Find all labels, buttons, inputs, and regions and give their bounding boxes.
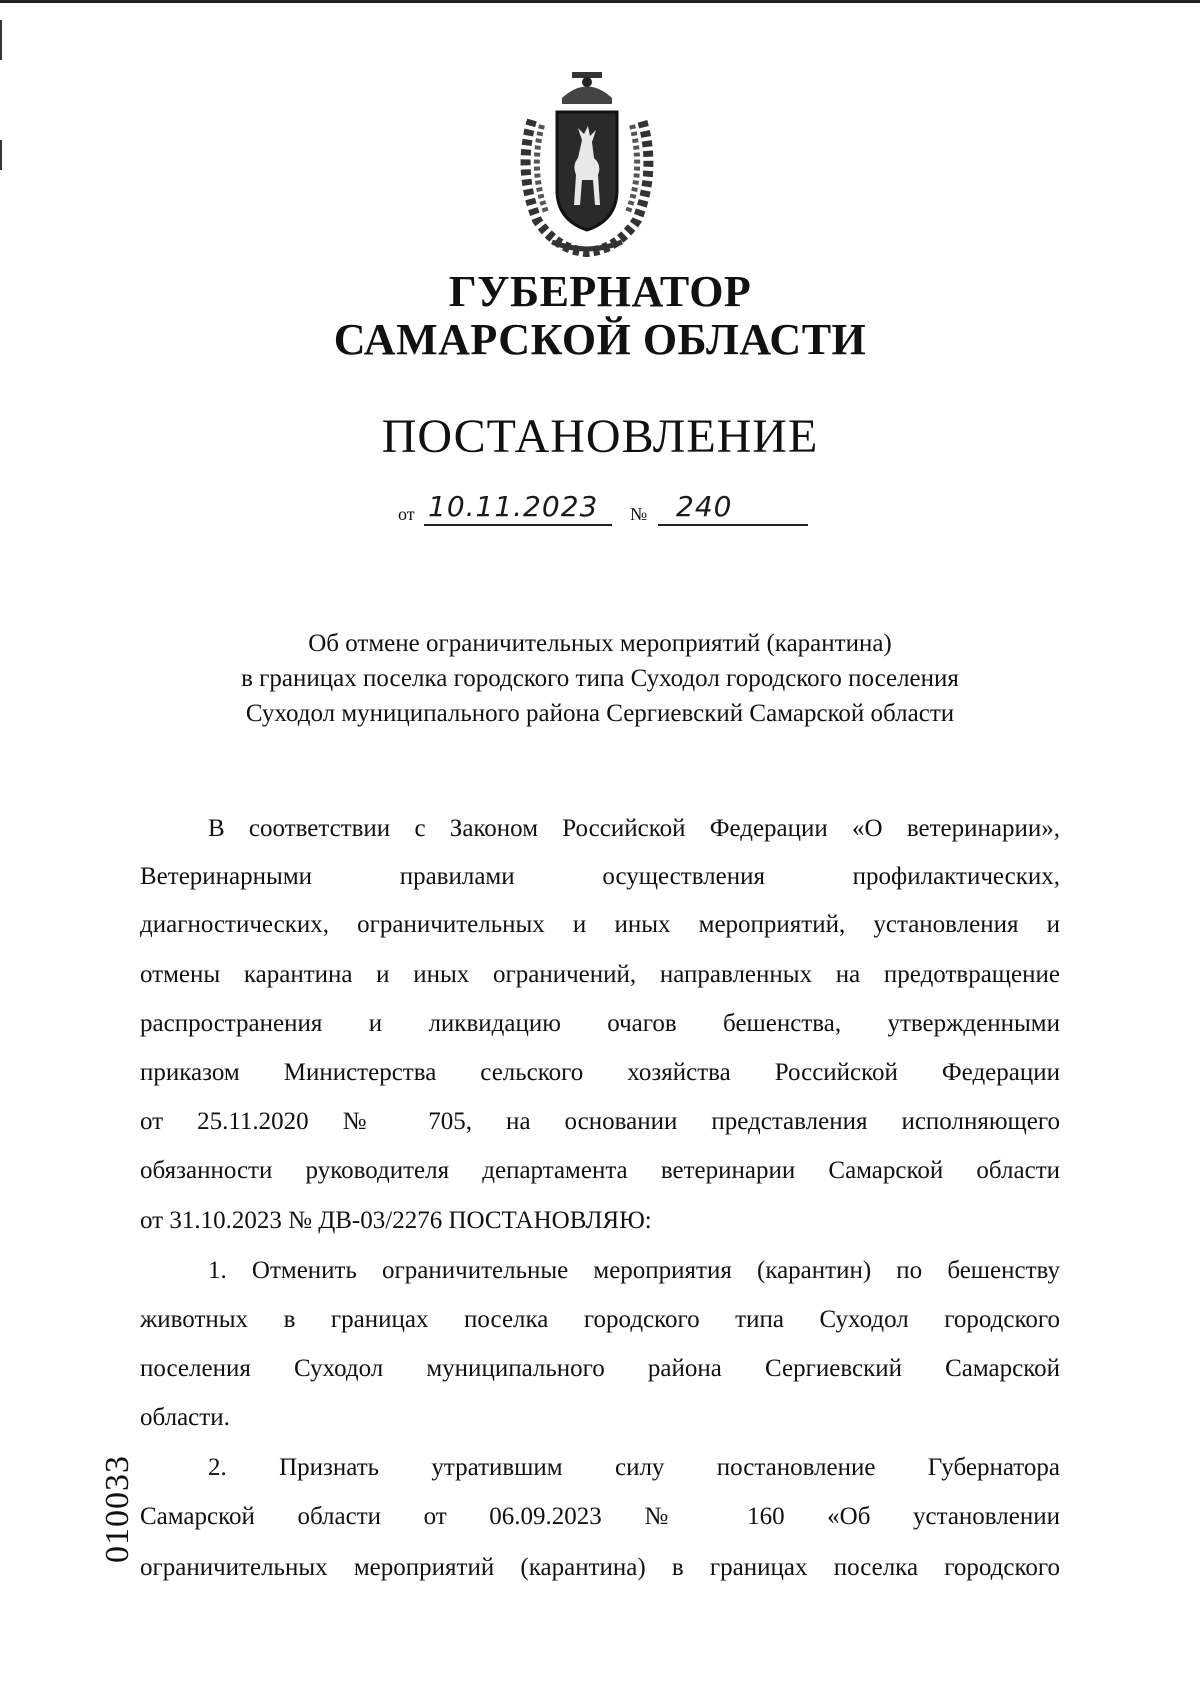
margin-mark [0,140,2,170]
body-line: от 25.11.2020 № 705, на основании представления исполняющего [140,1108,1060,1135]
document-date: 10.11.2023 [428,490,599,523]
body-line: 1. Отменить ограничительные мероприятия (карантин) по бешенству [208,1257,1060,1284]
document-dateline [398,490,808,530]
number-underline [658,524,808,526]
authority-title-line1: ГУБЕРНАТОР [448,267,752,316]
body-line: Самарской области от 06.09.2023 № 160 «Об установлении [140,1503,1060,1530]
top-edge-rule [0,0,1200,3]
margin-mark [0,20,2,60]
body-line: обязанности руководителя департамента ветеринарии Самарской области [140,1157,1060,1184]
body-line: отмены карантина и иных ограничений, направленных на предотвращение [140,961,1060,988]
body-line: диагностических, ограничительных и иных мероприятий, установления и [140,911,1060,938]
body-line: ограничительных мероприятий (карантина) в границах поселка городского [140,1554,1060,1581]
body-line: от 31.10.2023 № ДВ-03/2276 ПОСТАНОВЛЯЮ: [140,1207,652,1234]
subject-line: в границах поселка городского типа Суходол городского поселения [241,665,959,692]
number-label: № [630,504,648,524]
body-line: распространения и ликвидацию очагов бешенства, утвержденными [140,1010,1060,1037]
subject-line: Об отмене ограничительных мероприятий (карантина) [308,630,892,657]
document-type-title: ПОСТАНОВЛЕНИЕ [381,410,819,463]
document-number: 240 [676,490,733,523]
body-line: поселения Суходол муниципального района Сергиевский Самарской [140,1355,1060,1382]
date-label: от [398,504,415,524]
date-underline [424,524,612,526]
body-line: Ветеринарными правилами осуществления профилактических, [140,863,1060,890]
document-subject [150,626,1050,731]
body-line: приказом Министерства сельского хозяйства Российской Федерации [140,1059,1060,1086]
body-line: 2. Признать утратившим силу постановление Губернатора [208,1454,1060,1481]
authority-title-line2: САМАРСКОЙ ОБЛАСТИ [333,315,867,364]
body-line: животных в границах поселка городского типа Суходол городского [140,1306,1060,1333]
side-serial-number: 010033 [99,1455,136,1563]
body-line: области. [140,1404,230,1431]
subject-line: Суходол муниципального района Сергиевский Самарской области [245,700,955,727]
body-line: В соответствии с Законом Российской Федерации «О ветеринарии», [208,815,1060,842]
samara-coat-of-arms-icon [512,70,662,260]
